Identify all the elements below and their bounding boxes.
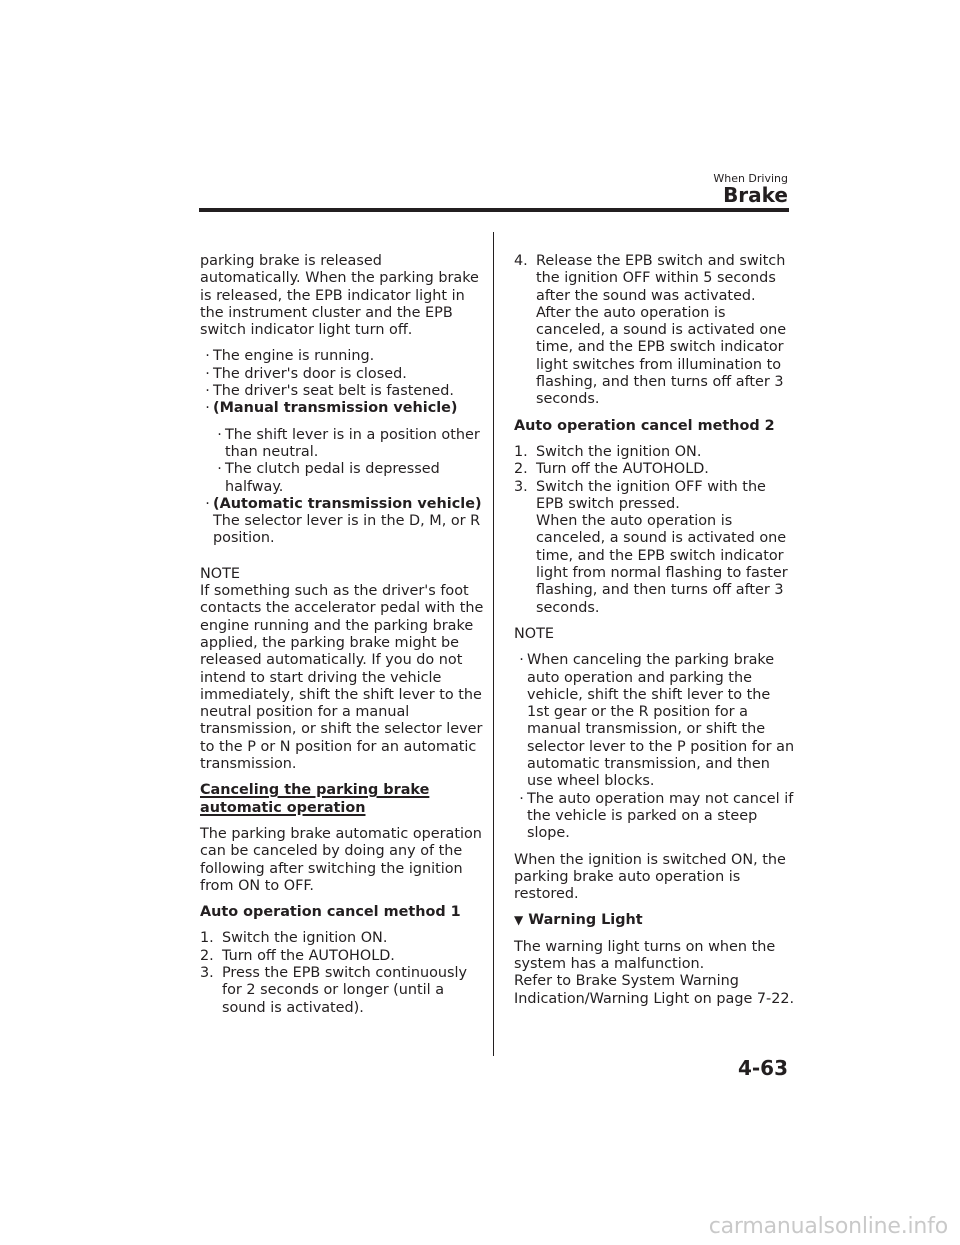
method1-steps <box>200 930 485 1016</box>
method1-title: Auto operation cancel method 1 <box>200 904 461 921</box>
list-item: · The driver's door is closed. <box>205 365 407 382</box>
list-item: 3. Press the EPB switch continuously for 2 seconds or longer (until a sound is activated). <box>200 964 468 1016</box>
warning-text: The warning light turns on when the system has a malfunction. Refer to Brake System Warning Indication/Warning Light on page 7-22. <box>514 938 795 1007</box>
note-label: NOTE <box>514 625 554 642</box>
watermark-text: carmanualsonline.info <box>708 1214 948 1239</box>
section-heading: Canceling the parking brake automatic operation <box>200 782 430 816</box>
restored-paragraph: When the ignition is switched ON, the parking brake auto operation is restored. <box>514 851 786 903</box>
method2-title: Auto operation cancel method 2 <box>514 417 775 434</box>
list-item: · The auto operation may not cancel if the vehicle is parked on a steep slope. <box>519 790 794 842</box>
list-item: 1. Switch the ignition ON. <box>514 443 702 460</box>
list-item: · The shift lever is in a position other than neutral. <box>217 426 480 460</box>
list-item: 1. Switch the ignition ON. <box>200 930 388 947</box>
list-item: · The clutch pedal is depressed halfway. <box>217 461 440 495</box>
list-item: · The driver's seat belt is fastened. <box>205 383 454 400</box>
list-item: · The engine is running. <box>205 348 375 365</box>
triangle-down-icon: ▼ <box>514 913 524 928</box>
list-item: · When canceling the parking brake auto operation and parking the vehicle, shift the shift lever to the 1st gear or the R position for a manual transmission, or shift the selector lever to the P position for an automatic transmission, and then use wheel blocks. <box>519 652 795 790</box>
page-number: 4-63 <box>737 1056 788 1080</box>
list-item: 4. Release the EPB switch and switch the ignition OFF within 5 seconds after the sound was activated. After the auto operation is canceled, a sound is activated one time, and the EPB switch indicator light switches from illumination to flashing, and then turns off after 3 seconds. <box>514 253 787 408</box>
note-text: If something such as the driver's foot contacts the accelerator pedal with the engine running and the parking brake applied, the parking brake might be released automatically. If you do not intend to start driving the vehicle immediately, shift the shift lever to the neutral position for a manual transmission, or shift the selector lever to the P or N position for an automatic transmission. <box>200 583 484 773</box>
list-item: · (Automatic transmission vehicle) The selector lever is in the D, M, or R position. <box>205 495 482 547</box>
method2-steps <box>514 444 796 617</box>
right-column <box>514 253 796 1008</box>
list-item: 2. Turn off the AUTOHOLD. <box>200 947 395 964</box>
list-item: 2. Turn off the AUTOHOLD. <box>514 461 709 478</box>
column-divider <box>493 232 494 1056</box>
list-item: 3. Switch the ignition OFF with the EPB switch pressed. When the auto operation is canceled, a sound is activated one time, and the EPB switch indicator light from normal flashing to faster flashing, and then turns off after 3 seconds. <box>514 478 788 616</box>
list-item: · (Manual transmission vehicle) <box>205 400 458 417</box>
intro-paragraph: parking brake is released automatically. When the parking brake is released, the EPB indicator light in the instrument cluster and the EPB switch indicator light turn off. <box>200 253 479 339</box>
note-label: NOTE <box>200 565 240 582</box>
note-list <box>514 652 796 842</box>
warning-heading: ▼ Warning Light <box>514 912 643 929</box>
header-rule <box>199 208 789 212</box>
header-chapter-title: Brake <box>723 183 788 207</box>
cancel-intro: The parking brake automatic operation can be canceled by doing any of the following after switching the ignition from ON to OFF. <box>200 825 482 894</box>
header-section-label: When Driving <box>713 172 788 185</box>
left-column <box>200 253 485 1017</box>
condition-list <box>200 348 485 547</box>
